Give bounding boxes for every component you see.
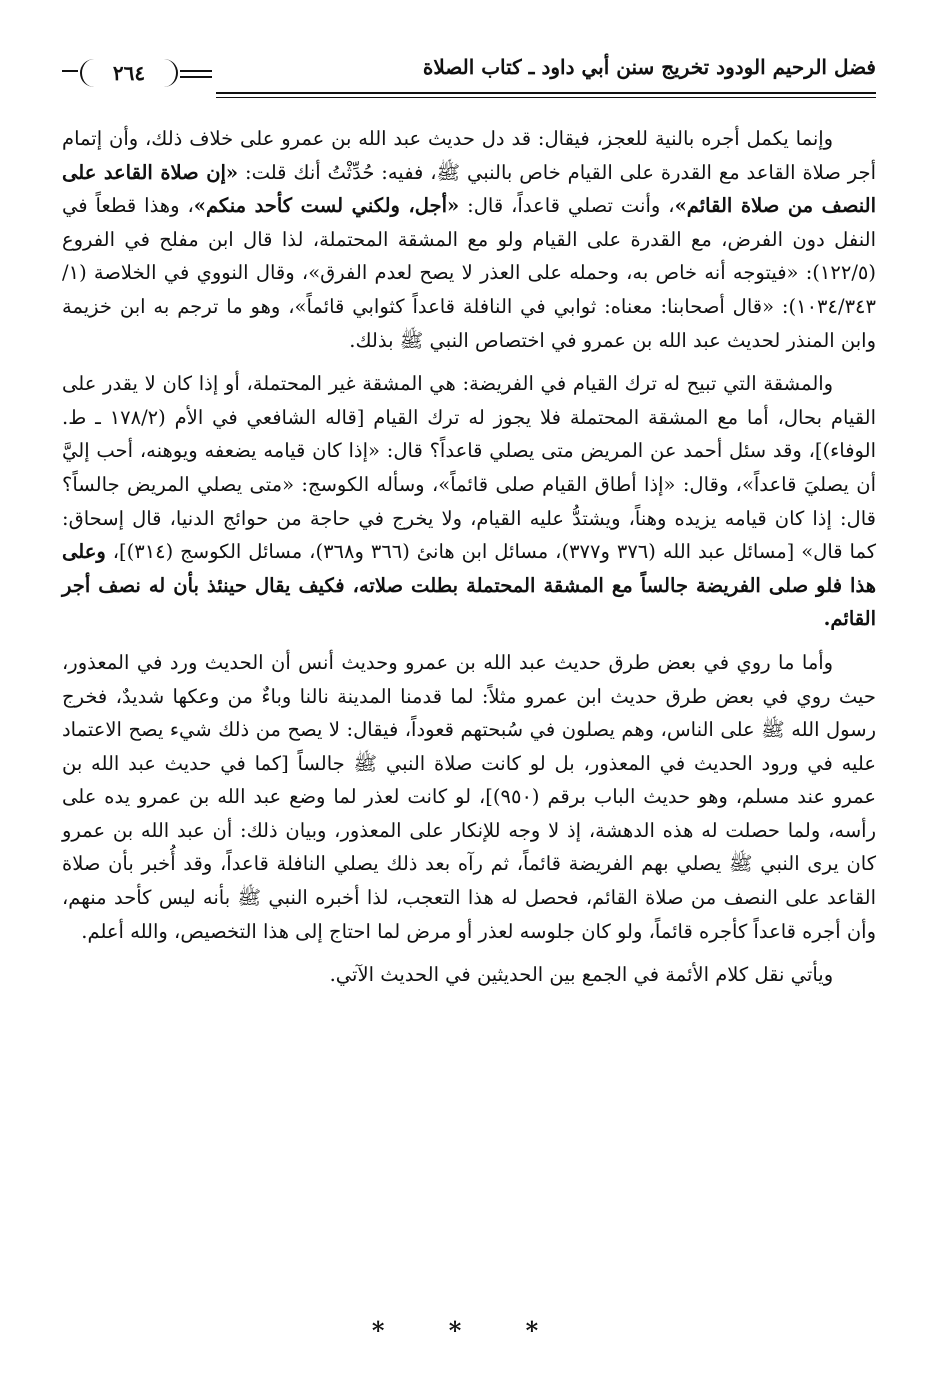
text-run: ويأتي نقل كلام الأئمة في الجمع بين الحديثين في الحديث الآتي. bbox=[329, 963, 834, 987]
paragraph-4 bbox=[62, 958, 876, 992]
body-text bbox=[62, 122, 876, 992]
hadith-quote: «أجل، ولكني لست كأحد منكم» bbox=[193, 194, 460, 218]
paragraph-2 bbox=[62, 367, 876, 636]
text-run: والمشقة التي تبيح له ترك القيام في الفريضة: هي المشقة غير المحتملة، أو إذا كان لا يقدر على القيام بحال، أما مع المشقة المحتملة فلا يجوز له ترك القيام [قاله الشافعي في الأم (١٧٨/٢ ـ ط. الوفاء)]، وقد سئل أحمد عن المريض متى يصلي قاعداً؟ قال: «إذا كان قيامه يضعفه ويوهنه، أحب إليَّ أن يصليَ قاعداً»، وقال: «إذا أطاق القيام صلى قائماً»، وسأله الكوسج: «متى يصلي المريض جالساً؟ قال: إذا كان قيامه يزيده وهناً، ويشتدُّ عليه القيام، ولا يخرج في حاجة من حوائج الدنيا، قال إسحاق: كما قال» [مسائل عبد الله (٣٧٦ و٣٧٧)، مسائل ابن هانئ (٣٦٦ و٣٦٨)، مسائل الكوسج (٣١٤)]، bbox=[62, 372, 877, 564]
ornament-line-left bbox=[62, 70, 78, 72]
section-separator: * * * bbox=[371, 1316, 567, 1345]
page-number-ornament bbox=[62, 59, 212, 93]
ornament-line-right-top bbox=[180, 70, 212, 72]
ornament-line-right-bottom bbox=[180, 76, 212, 78]
text-run: ، وأنت تصلي قاعداً، قال: bbox=[459, 194, 675, 218]
header-rule-thin bbox=[216, 97, 876, 98]
text-run: ، وهذا قطعاً في النفل دون الفرض، مع القدرة على القيام ولو مع المشقة المحتملة، لذا قال ابن مفلح في الفروع (١٢٢/٥): «فيتوجه أنه خاص به، وحمله على العذر لا يصح لعدم الفرق»، وقال النووي في الخلاصة (١/ ١٠٣٤/٣٤٣): «قال أصحابنا: معناه: ثوابي في النافلة قاعداً كثوابي قائماً»، وهو ما ترجم به ابن خزيمة وابن المنذر لحديث عبد الله بن عمرو في اختصاص النبي ﷺ بذلك. bbox=[62, 194, 876, 352]
paragraph-1 bbox=[62, 122, 876, 357]
page-number: ٢٦٤ bbox=[80, 59, 178, 87]
running-header bbox=[62, 50, 876, 98]
hadith-quote: «إن صلاة القاعد على النصف من صلاة القائم» bbox=[62, 160, 877, 218]
bold-conclusion: وعلى هذا فلو صلى الفريضة جالساً مع المشقة المحتملة بطلت صلاته، فكيف يقال حينئذ بأن له نصف أجر القائم. bbox=[62, 540, 876, 631]
header-rule-thick bbox=[216, 92, 876, 94]
text-run: وأما ما روي في بعض طرق حديث عبد الله بن عمرو وحديث أنس أن الحديث ورد في المعذور، حيث روي في بعض طرق حديث ابن عمرو مثلاً: لما قدمنا المدينة نالنا وباءٌ من وعكها شديدٌ، فخرج رسول الله ﷺ على الناس، وهم يصلون في سُبحتهم قعوداً، فيقال: لا يصح من ذلك شيء يصح الاعتماد عليه في ورود الحديث في المعذور، بل لو كانت صلاة النبي ﷺ جالساً [كما في حديث عبد الله بن عمرو عند مسلم، وهو حديث الباب برقم (٩٥٠)]، لو كانت لعذر لما وضع عبد الله بن عمرو يده على رأسه، ولما حصلت له هذه الدهشة، إذ لا وجه للإنكار على المعذور، وبيان ذلك: أن عبد الله بن عمرو كان يرى النبي ﷺ يصلي بهم الفريضة قائماً، ثم رآه بعد ذلك يصلي النافلة قاعداً، وقد أُخبر بأن صلاة القاعد على النصف من صلاة القائم، فحصل له هذا التعجب، لذا أخبره النبي ﷺ بأنه ليس كأحد منهم، وأن أجره قاعداً كأجره قائماً، ولو كان جلوسه لعذر أو مرض لما احتاج إلى هذا التخصيص، والله أعلم. bbox=[62, 650, 877, 943]
paragraph-3 bbox=[62, 646, 876, 948]
header-title: فضل الرحيم الودود تخريج سنن أبي داود ـ كتاب الصلاة bbox=[422, 55, 876, 79]
text-run: وإنما يكمل أجره بالنية للعجز، فيقال: قد دل حديث عبد الله بن عمرو على خلاف ذلك، وأن إتمام أجر صلاة القاعد مع القدرة على القيام خاص بالنبي ﷺ، ففيه: حُدِّثْتُ أنك قلت: bbox=[62, 127, 876, 184]
